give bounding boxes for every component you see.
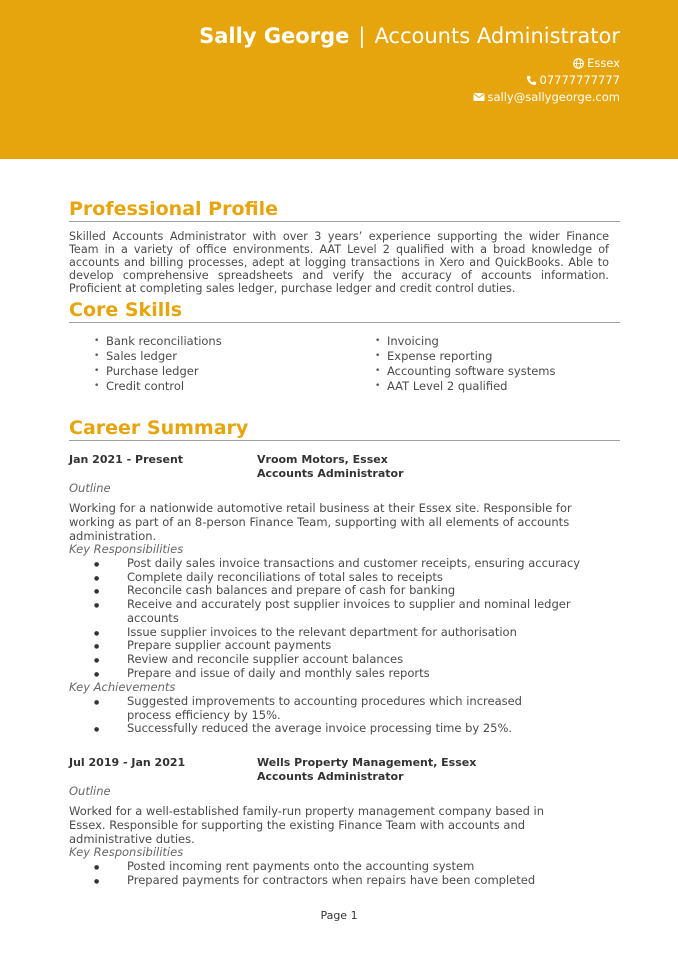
- skill-item: • Purchase ledger: [94, 364, 222, 379]
- profile-text: Skilled Accounts Administrator with over 3 years’ experience supporting the wider Finance Team in a variety of office environments. AAT Level 2 qualified with a broad knowledge of accounts and billing processes, adept at logging transactions in Xero and QuickBooks. Able to develop comprehensive spreadsheets and verify the accuracy of accounts information. Proficient at completing sales ledger, purchase ledger and credit control duties.: [69, 230, 609, 295]
- section-title-profile: Professional Profile: [69, 197, 620, 222]
- skill-item: • Credit control: [94, 379, 222, 394]
- email-text[interactable]: sally@sallygeorge.com: [487, 90, 620, 104]
- list-item: ● Prepare supplier account payments: [94, 639, 614, 653]
- skill-item: • Sales ledger: [94, 349, 222, 364]
- title-separator: |: [358, 24, 366, 48]
- job-company: Vroom Motors, Essex: [257, 453, 388, 466]
- list-item: ● Post daily sales invoice transactions and customer receipts, ensuring accuracy: [94, 557, 614, 571]
- list-item: ● Prepare and issue of daily and monthly sales reports: [94, 667, 614, 681]
- outline-label: Outline: [69, 784, 111, 798]
- job-outline: Worked for a well-established family-run property management company based in Essex. Responsible for supporting the existing Finance Team with accounts and administrative duties.: [69, 804, 545, 846]
- list-item: ● Suggested improvements to accounting procedures which increased process efficiency by 15%.: [94, 695, 564, 722]
- responsibilities-list: [94, 557, 614, 680]
- skill-item: • Invoicing: [375, 334, 555, 349]
- job-company: Wells Property Management, Essex: [257, 756, 477, 769]
- job-role: Accounts Administrator: [257, 770, 404, 783]
- skill-item: • Expense reporting: [375, 349, 555, 364]
- skills-list-left: [94, 334, 222, 394]
- job-dates: Jul 2019 - Jan 2021: [69, 756, 186, 769]
- list-item: ● Issue supplier invoices to the relevant department for authorisation: [94, 626, 614, 640]
- achievements-list: [94, 695, 564, 736]
- list-item: ● Successfully reduced the average invoice processing time by 25%.: [94, 722, 564, 736]
- contact-phone: [526, 73, 620, 87]
- list-item: ● Review and reconcile supplier account balances: [94, 653, 614, 667]
- contact-email: [473, 90, 621, 104]
- skill-item: • Accounting software systems: [375, 364, 555, 379]
- list-item: ● Posted incoming rent payments onto the accounting system: [94, 860, 614, 874]
- responsibilities-label: Key Responsibilities: [69, 845, 184, 859]
- candidate-name: Sally George: [199, 24, 350, 48]
- achievements-label: Key Achievements: [69, 680, 176, 694]
- job-role: Accounts Administrator: [257, 467, 404, 480]
- skills-list-right: [375, 334, 555, 394]
- envelope-icon: [473, 92, 485, 102]
- globe-icon: [573, 58, 584, 69]
- skill-item: • AAT Level 2 qualified: [375, 379, 555, 394]
- list-item: ● Receive and accurately post supplier invoices to supplier and nominal ledger accounts: [94, 598, 614, 625]
- contact-location: [573, 56, 620, 70]
- list-item: ● Complete daily reconciliations of total sales to receipts: [94, 571, 614, 585]
- list-item: ● Reconcile cash balances and prepare of cash for banking: [94, 584, 614, 598]
- skill-item: • Bank reconciliations: [94, 334, 222, 349]
- responsibilities-label: Key Responsibilities: [69, 542, 184, 556]
- location-text: Essex: [587, 56, 620, 70]
- responsibilities-list: [94, 860, 614, 887]
- header-banner: [0, 0, 678, 159]
- header-title: [199, 24, 620, 48]
- phone-text[interactable]: 07777777777: [539, 73, 620, 87]
- candidate-role: Accounts Administrator: [374, 24, 620, 48]
- section-title-skills: Core Skills: [69, 298, 620, 323]
- page-number: Page 1: [320, 909, 358, 922]
- job-dates: Jan 2021 - Present: [69, 453, 184, 466]
- outline-label: Outline: [69, 481, 111, 495]
- section-title-career: Career Summary: [69, 416, 620, 441]
- list-item: ● Prepared payments for contractors when repairs have been completed: [94, 874, 614, 888]
- job-outline: Working for a nationwide automotive retail business at their Essex site. Responsible for working as part of an 8-person Finance Team, supporting with all elements of accounts administration.: [69, 501, 572, 543]
- phone-icon: [526, 75, 537, 86]
